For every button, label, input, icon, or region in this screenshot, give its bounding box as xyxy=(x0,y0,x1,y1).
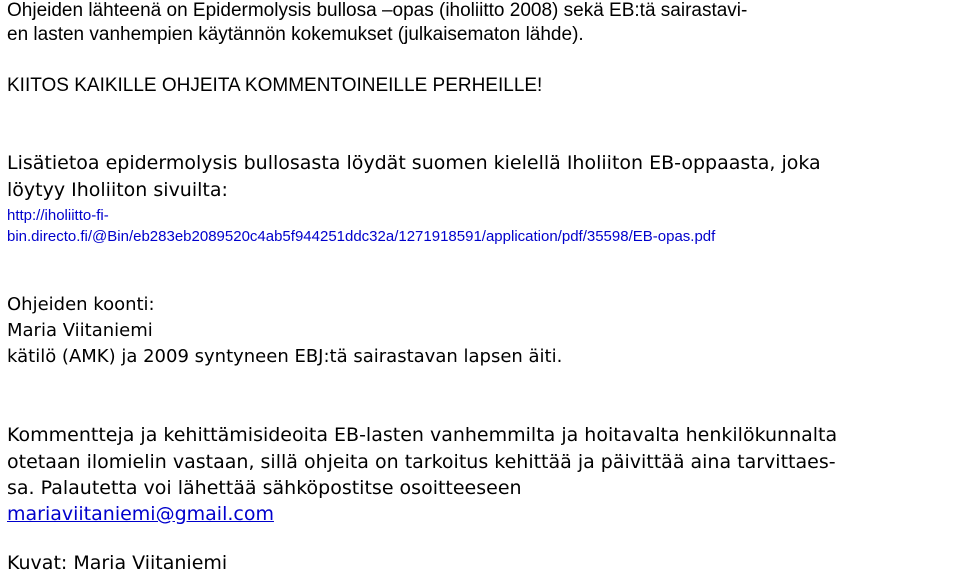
feedback-line-2: otetaan ilomielin vastaan, sillä ohjeita on tarkoitus kehittää ja päivittää aina tarvittaes- xyxy=(7,451,836,473)
info-line-1: Lisätietoa epidermolysis bullosasta löydät suomen kielellä Iholiiton EB-oppaasta, joka xyxy=(7,152,821,174)
info-line-2: löytyy Iholiiton sivuilta: xyxy=(7,179,228,201)
iholiitto-link-part-1[interactable]: http://iholiitto-fi- xyxy=(7,207,109,224)
compiler-label: Ohjeiden koonti: xyxy=(7,294,155,315)
source-line-1: Ohjeiden lähteenä on Epidermolysis bullosa –opas (iholiitto 2008) sekä EB:tä sairastavi- xyxy=(7,0,748,21)
compiler-description: kätilö (AMK) ja 2009 syntyneen EBJ:tä sairastavan lapsen äiti. xyxy=(7,346,563,367)
email-link[interactable]: mariaviitaniemi@gmail.com xyxy=(7,503,274,525)
iholiitto-link-part-2[interactable]: bin.directo.fi/@Bin/eb283eb2089520c4ab5f944251ddc32a/1271918591/application/pdf/35598/EB-opas.pdf xyxy=(7,228,716,245)
source-line-2: en lasten vanhempien käytännön kokemukset (julkaisematon lähde). xyxy=(7,24,584,45)
image-credits: Kuvat: Maria Viitaniemi xyxy=(7,552,228,574)
feedback-line-3: sa. Palautetta voi lähettää sähköpostitse osoitteeseen xyxy=(7,477,522,499)
feedback-line-1: Kommentteja ja kehittämisideoita EB-lasten vanhemmilta ja hoitavalta henkilökunnalta xyxy=(7,424,838,446)
thanks-heading: KIITOS KAIKILLE OHJEITA KOMMENTOINEILLE PERHEILLE! xyxy=(7,75,543,96)
compiler-name: Maria Viitaniemi xyxy=(7,320,153,341)
